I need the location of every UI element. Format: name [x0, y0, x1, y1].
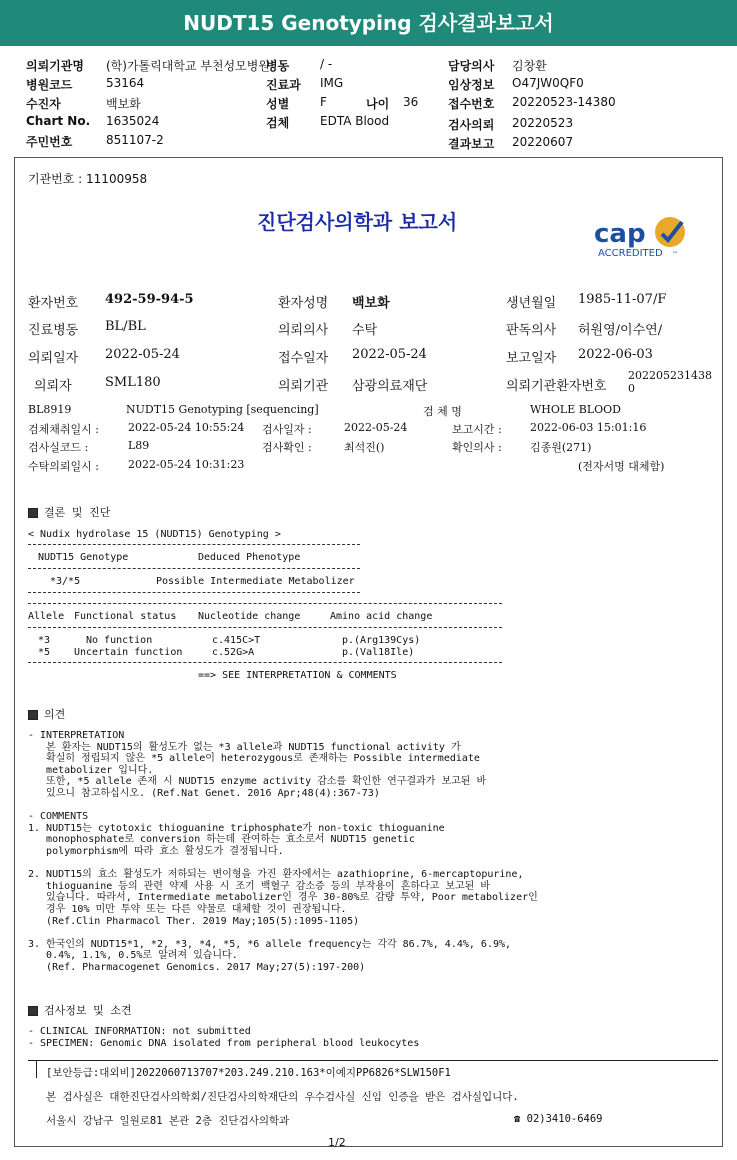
- test-code: BL8919: [28, 403, 72, 416]
- confirm-label: 검사확인 :: [262, 441, 312, 454]
- reporttime-label: 보고시간 :: [452, 423, 502, 436]
- doctor-value: 김종원(271): [530, 441, 592, 454]
- header-label: 병원코드: [26, 78, 73, 92]
- header-label: 검체: [266, 116, 290, 130]
- opinion-line: 또한, *5 allele 존재 시 NUDT15 enzyme activity 감소를 확인한 연구결과가 보고된 바: [28, 776, 487, 788]
- opinion-line: 0.4%, 1.1%, 0.5%로 알려져 있습니다.: [28, 950, 238, 962]
- genotype-value: *3/*5: [50, 576, 81, 587]
- allele-header-3: Amino acid change: [330, 611, 433, 622]
- genotype-col2: Deduced Phenotype: [198, 552, 301, 563]
- header-label: 담당의사: [448, 59, 495, 73]
- header-label: 검사의뢰: [448, 118, 495, 132]
- opinion-line: [28, 927, 538, 939]
- header-value: F: [320, 95, 327, 109]
- req-value: 2022-05-24 10:31:23: [128, 458, 245, 471]
- patient-label: 생년월일: [506, 296, 557, 311]
- opinion-text: [28, 730, 538, 973]
- square-bullet-icon: [28, 508, 38, 518]
- left-border: [14, 157, 15, 1147]
- rule: [28, 603, 502, 604]
- allele-row: c.52G>A: [212, 647, 255, 658]
- allele-row: *3: [38, 635, 51, 646]
- header-value: 20220523-14380: [512, 95, 616, 109]
- confirm-value: 최석진(): [344, 441, 385, 454]
- esign-note: (전자서명 대체함): [578, 460, 665, 473]
- patient-label: 의뢰자: [34, 379, 72, 394]
- info-line: - CLINICAL INFORMATION: not submitted: [28, 1026, 251, 1037]
- opinion-line: 2. NUDT15의 효소 활성도가 저하되는 변이형을 가진 환자에서는 azathioprine, 6-mercaptopurine,: [28, 869, 524, 881]
- header-value: 20220607: [512, 135, 574, 149]
- header-value: 김창환: [512, 59, 547, 73]
- patient-label: 의뢰기관환자번호: [506, 379, 607, 394]
- patient-label: 환자성명: [278, 296, 329, 311]
- age-value: 36: [403, 95, 419, 109]
- patient-value: 백보화: [352, 296, 390, 311]
- opinion-line: 있습니다. 따라서, Intermediate metabolizer인 경우 30-80%로 감량 투약, Poor metabolizer인: [28, 892, 538, 904]
- opinion-line: [28, 858, 538, 870]
- allele-row: p.(Arg139Cys): [342, 635, 421, 646]
- header-label: 병동: [266, 59, 290, 73]
- opinion-line: 경우 10% 미만 투약 또는 다른 약물로 대체할 것이 권장됩니다.: [28, 903, 347, 915]
- opinion-line: - INTERPRETATION: [28, 730, 125, 741]
- header-divider: [14, 157, 723, 158]
- cap-accredited-icon: [592, 212, 692, 260]
- institution-number: 기관번호 : 11100958: [28, 172, 148, 186]
- cap-sub: ACCREDITED: [598, 248, 663, 259]
- allele-header-1: Functional status: [74, 611, 177, 622]
- allele-row: *5: [38, 647, 51, 658]
- report-banner: NUDT15 Genotyping 검사결과보고서: [0, 0, 737, 46]
- genotype-heading: < Nudix hydrolase 15 (NUDT15) Genotyping >: [28, 529, 281, 540]
- header-label: 의뢰기관명: [26, 59, 84, 73]
- patient-value: SML180: [105, 375, 161, 390]
- opinion-line: polymorphism에 따라 효소 활성도가 결정됩니다.: [28, 845, 284, 857]
- allele-row: Uncertain function: [74, 647, 183, 658]
- testdate-label: 검사일자 :: [262, 423, 312, 436]
- patient-label: 환자번호: [28, 296, 79, 311]
- security-line: [보안등급:대외비]2022060713707*203.249.210.163*이예지PP6826*SLW150F1: [46, 1067, 451, 1079]
- allele-row: c.415C>T: [212, 635, 261, 646]
- patient-value: 2022-06-03: [578, 347, 653, 362]
- header-value: EDTA Blood: [320, 114, 390, 128]
- opinion-line: 있으니 참고하십시오. (Ref.Nat Genet. 2016 Apr;48(4):367-73): [28, 787, 380, 799]
- patient-value: 492-59-94-5: [105, 292, 194, 307]
- page-number: 1/2: [328, 1136, 346, 1149]
- collect-label: 검체채취일시 :: [28, 423, 99, 436]
- rule: [28, 544, 360, 545]
- specimen-label: 검 체 명: [423, 405, 462, 418]
- test-name: NUDT15 Genotyping [sequencing]: [126, 403, 319, 416]
- header-label: 주민번호: [26, 135, 73, 149]
- cap-logo: [592, 212, 692, 260]
- opinion-line: [28, 800, 538, 812]
- opinion-line: metabolizer 입니다.: [28, 764, 154, 776]
- opinion-line: 3. 한국인의 NUDT15*1, *2, *3, *4, *5, *6 allele frequency는 각각 86.7%, 4.4%, 6.9%,: [28, 938, 512, 950]
- page-bottom-border: [14, 1146, 723, 1147]
- header-value: (학)가톨릭대학교 부천성모병원: [106, 59, 270, 73]
- testdate-value: 2022-05-24: [344, 421, 408, 434]
- header-value: O47JW0QF0: [512, 76, 584, 90]
- rule: [28, 662, 502, 663]
- collect-value: 2022-05-24 10:55:24: [128, 421, 245, 434]
- square-bullet-icon: [28, 710, 38, 720]
- cap-text: cap: [594, 219, 646, 249]
- patient-value: 수탁: [352, 323, 378, 338]
- patient-value: 2022-05-24: [105, 347, 180, 362]
- specimen-value: WHOLE BLOOD: [530, 403, 621, 416]
- phone-line: ☎ 02)3410-6469: [514, 1113, 603, 1125]
- patient-value: BL/BL: [105, 319, 146, 334]
- header-value: IMG: [320, 76, 344, 90]
- patient-label: 보고일자: [506, 351, 557, 366]
- opinion-line: thioguanine 등의 관련 약제 사용 시 조기 백혈구 감소증 등의 부작용이 흔하다고 보고된 바: [28, 880, 491, 892]
- allele-header-0: Allele: [28, 611, 65, 622]
- footer-divider: [36, 1061, 37, 1078]
- room-value: L89: [128, 439, 150, 452]
- rule: [28, 568, 360, 569]
- patient-label: 진료병동: [28, 323, 79, 338]
- report-title: 진단검사의학과 보고서: [257, 210, 458, 234]
- info-line: - SPECIMEN: Genomic DNA isolated from peripheral blood leukocytes: [28, 1038, 420, 1049]
- reporttime-value: 2022-06-03 15:01:16: [530, 421, 647, 434]
- header-value: 53164: [106, 76, 145, 90]
- patient-label: 판독의사: [506, 323, 557, 338]
- header-value: 20220523: [512, 116, 574, 130]
- header-label: 진료과: [266, 78, 301, 92]
- room-label: 검사실코드 :: [28, 441, 89, 454]
- address-line: 서울시 강남구 일원로81 본관 2층 진단검사의학과: [46, 1115, 290, 1127]
- right-border: [722, 157, 723, 1147]
- opinion-line: monophosphate로 conversion 하는데 관여하는 효소로서 NUDT15 genetic: [28, 834, 415, 846]
- patient-value: 202205231438: [628, 369, 712, 382]
- square-bullet-icon: [28, 1006, 38, 1016]
- opinion-line: (Ref. Pharmacogenet Genomics. 2017 May;27(5):197-200): [28, 961, 366, 973]
- section-conclusion: 결론 및 진단: [28, 504, 110, 520]
- patient-label: 의뢰의사: [278, 323, 329, 338]
- patient-label: 의뢰기관: [278, 379, 329, 394]
- allele-header-2: Nucleotide change: [198, 611, 301, 622]
- opinion-line: (Ref.Clin Pharmacol Ther. 2019 May;105(5):1095-1105): [28, 915, 360, 927]
- header-label: 임상정보: [448, 78, 495, 92]
- cap-tm: ™: [672, 251, 678, 258]
- doctor-label: 확인의사 :: [452, 441, 502, 454]
- patient-label: 의뢰일자: [28, 351, 79, 366]
- patient-value: 2022-05-24: [352, 347, 427, 362]
- patient-value: 삼광의료재단: [352, 379, 428, 394]
- genotype-col1: NUDT15 Genotype: [38, 552, 129, 563]
- header-label: 성별: [266, 97, 290, 111]
- header-label: 결과보고: [448, 137, 495, 151]
- patient-value: 허원영/이수연/: [578, 323, 663, 338]
- section-info: 검사정보 및 소견: [28, 1002, 132, 1018]
- opinion-line: 1. NUDT15는 cytotoxic thioguanine triphosphate가 non-toxic thioguanine: [28, 822, 445, 834]
- header-label: 접수번호: [448, 97, 495, 111]
- patient-value: 1985-11-07/F: [578, 292, 667, 307]
- patient-label: 접수일자: [278, 351, 329, 366]
- rule: [28, 592, 360, 593]
- cert-line: 본 검사실은 대한진단검사의학회/진단검사의학재단의 우수검사실 신임 인증을 받은 검사실입니다.: [46, 1091, 519, 1103]
- rule: [28, 627, 502, 628]
- allele-row: No function: [86, 635, 153, 646]
- section-opinion: 의견: [28, 706, 65, 722]
- header-label: Chart No.: [26, 114, 91, 128]
- phenotype-value: Possible Intermediate Metabolizer: [156, 576, 355, 587]
- header-value: / -: [320, 57, 333, 71]
- footer-divider: [28, 1060, 718, 1061]
- header-value: 851107-2: [106, 133, 164, 147]
- allele-row: p.(Val18Ile): [342, 647, 415, 658]
- opinion-line: 확실히 정립되지 않은 *5 allele이 heterozygous로 존재하는 Possible intermediate: [28, 753, 480, 765]
- header-label: 수진자: [26, 97, 61, 111]
- age-label: 나이: [366, 97, 390, 111]
- opinion-line: - COMMENTS: [28, 811, 89, 823]
- see-comments: ==> SEE INTERPRETATION & COMMENTS: [198, 670, 397, 681]
- opinion-line: 본 환자는 NUDT15의 활성도가 없는 *3 allele과 NUDT15 functional activity 가: [28, 741, 461, 753]
- req-label: 수탁의뢰일시 :: [28, 460, 99, 473]
- header-value: 백보화: [106, 97, 141, 111]
- header-value: 1635024: [106, 114, 160, 128]
- patient-value: 0: [628, 382, 635, 395]
